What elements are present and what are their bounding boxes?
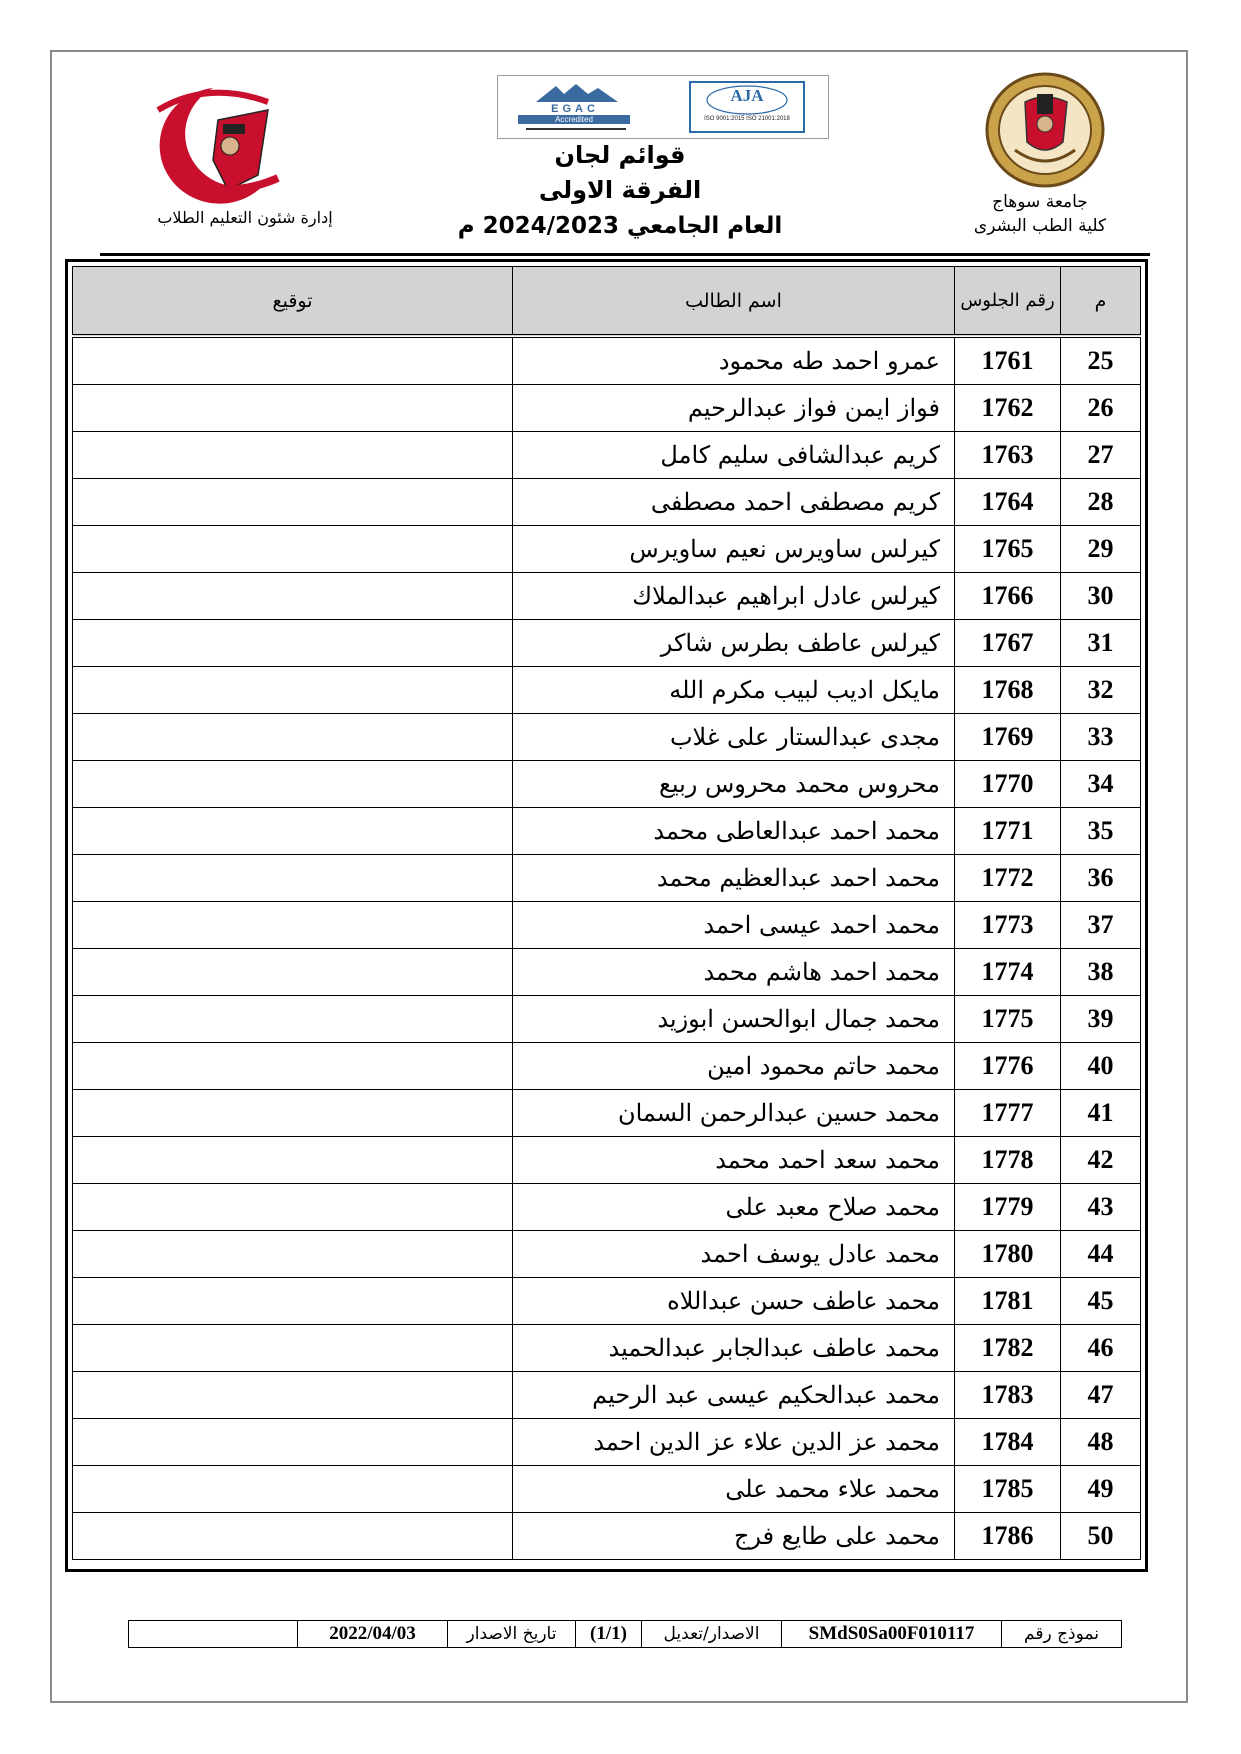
- table-row: [73, 432, 1141, 479]
- signature-cell[interactable]: [73, 1466, 513, 1513]
- aja-label: AJA: [730, 86, 764, 105]
- table-row: [73, 1513, 1141, 1560]
- seat-number: 1782: [955, 1325, 1061, 1372]
- certification-logos: [497, 75, 829, 139]
- col-header-student-name: اسم الطالب: [513, 267, 955, 337]
- table-row: [73, 1137, 1141, 1184]
- table-row: [73, 949, 1141, 996]
- faculty-of-medicine-logo: [118, 80, 313, 205]
- student-name: محروس محمد محروس ربيع: [513, 761, 955, 808]
- student-name: فواز ايمن فواز عبدالرحيم: [513, 385, 955, 432]
- issue-date-label: تاريخ الاصدار: [447, 1621, 575, 1647]
- row-index: 33: [1061, 714, 1141, 761]
- table-row: [73, 526, 1141, 573]
- table-row: [73, 667, 1141, 714]
- signature-cell[interactable]: [73, 385, 513, 432]
- seat-number: 1783: [955, 1372, 1061, 1419]
- seat-number: 1764: [955, 479, 1061, 526]
- form-footer: [128, 1620, 1122, 1648]
- faculty-name: كلية الطب البشرى: [973, 216, 1107, 236]
- row-index: 35: [1061, 808, 1141, 855]
- row-index: 29: [1061, 526, 1141, 573]
- table-row: [73, 1184, 1141, 1231]
- signature-cell[interactable]: [73, 808, 513, 855]
- seat-number: 1777: [955, 1090, 1061, 1137]
- seat-number: 1763: [955, 432, 1061, 479]
- signature-cell[interactable]: [73, 714, 513, 761]
- seat-number: 1778: [955, 1137, 1061, 1184]
- student-name: محمد عز الدين علاء عز الدين احمد: [513, 1419, 955, 1466]
- signature-cell[interactable]: [73, 526, 513, 573]
- row-index: 37: [1061, 902, 1141, 949]
- student-name: محمد احمد عيسى احمد: [513, 902, 955, 949]
- title-level: الفرقة الاولى: [538, 176, 702, 204]
- revision-value: (1/1): [575, 1621, 641, 1647]
- student-name: محمد عبدالحكيم عيسى عبد الرحيم: [513, 1372, 955, 1419]
- seat-number: 1765: [955, 526, 1061, 573]
- seat-number: 1774: [955, 949, 1061, 996]
- signature-cell[interactable]: [73, 1137, 513, 1184]
- form-number-label: نموذج رقم: [1001, 1621, 1121, 1647]
- row-index: 47: [1061, 1372, 1141, 1419]
- student-name: محمد عاطف عبدالجابر عبدالحميد: [513, 1325, 955, 1372]
- signature-cell[interactable]: [73, 573, 513, 620]
- table-row: [73, 1466, 1141, 1513]
- department-name: إدارة شئون التعليم الطلاب: [157, 208, 333, 227]
- table-row: [73, 1278, 1141, 1325]
- row-index: 48: [1061, 1419, 1141, 1466]
- seat-number: 1785: [955, 1466, 1061, 1513]
- table-row: [73, 808, 1141, 855]
- signature-cell[interactable]: [73, 620, 513, 667]
- table-row: [73, 385, 1141, 432]
- row-index: 41: [1061, 1090, 1141, 1137]
- student-name: محمد حاتم محمود امين: [513, 1043, 955, 1090]
- student-name: محمد جمال ابوالحسن ابوزيد: [513, 996, 955, 1043]
- table-row: [73, 1372, 1141, 1419]
- signature-cell[interactable]: [73, 432, 513, 479]
- signature-cell[interactable]: [73, 996, 513, 1043]
- document-title: [450, 138, 790, 244]
- table-row: [73, 855, 1141, 902]
- header-divider: [100, 253, 1150, 256]
- student-name: كريم مصطفى احمد مصطفى: [513, 479, 955, 526]
- row-index: 27: [1061, 432, 1141, 479]
- student-name: مجدى عبدالستار على غلاب: [513, 714, 955, 761]
- table-row: [73, 620, 1141, 667]
- title-academic-year: العام الجامعي 2024/2023 م: [457, 213, 783, 239]
- student-name: محمد صلاح معبد على: [513, 1184, 955, 1231]
- table-row: [73, 1231, 1141, 1278]
- table-row: [73, 573, 1141, 620]
- seat-number: 1768: [955, 667, 1061, 714]
- student-name: محمد على طايع فرج: [513, 1513, 955, 1560]
- table-row: [73, 902, 1141, 949]
- egac-accredited-label: Accredited: [518, 115, 630, 124]
- row-index: 38: [1061, 949, 1141, 996]
- footer-spacer: [129, 1621, 297, 1647]
- row-index: 32: [1061, 667, 1141, 714]
- signature-cell[interactable]: [73, 1231, 513, 1278]
- row-index: 31: [1061, 620, 1141, 667]
- table-row: [73, 996, 1141, 1043]
- seat-number: 1770: [955, 761, 1061, 808]
- signature-cell[interactable]: [73, 1372, 513, 1419]
- table-row: [73, 1419, 1141, 1466]
- signature-cell[interactable]: [73, 1325, 513, 1372]
- row-index: 25: [1061, 336, 1141, 385]
- row-index: 46: [1061, 1325, 1141, 1372]
- sohag-university-logo: [985, 72, 1105, 188]
- row-index: 49: [1061, 1466, 1141, 1513]
- signature-cell[interactable]: [73, 949, 513, 996]
- organization-name: [955, 190, 1125, 238]
- seat-number: 1762: [955, 385, 1061, 432]
- student-name: محمد عاطف حسن عبداللاه: [513, 1278, 955, 1325]
- row-index: 50: [1061, 1513, 1141, 1560]
- table-row: [73, 714, 1141, 761]
- seat-number: 1786: [955, 1513, 1061, 1560]
- student-name: محمد احمد هاشم محمد: [513, 949, 955, 996]
- table-header-row: [73, 267, 1141, 337]
- issue-date-value: 2022/04/03: [297, 1621, 447, 1647]
- seat-number: 1761: [955, 336, 1061, 385]
- committee-table: [65, 259, 1148, 1572]
- table-row: [73, 1043, 1141, 1090]
- row-index: 36: [1061, 855, 1141, 902]
- title-committee-lists: قوائم لجان: [554, 141, 686, 169]
- signature-cell[interactable]: [73, 1278, 513, 1325]
- col-header-seat-number: رقم الجلوس: [955, 267, 1061, 337]
- seat-number: 1780: [955, 1231, 1061, 1278]
- student-name: كيرلس عاطف بطرس شاكر: [513, 620, 955, 667]
- signature-cell[interactable]: [73, 336, 513, 385]
- signature-cell[interactable]: [73, 855, 513, 902]
- signature-cell[interactable]: [73, 1090, 513, 1137]
- col-header-signature: توقيع: [73, 267, 513, 337]
- student-name: كريم عبدالشافى سليم كامل: [513, 432, 955, 479]
- seat-number: 1773: [955, 902, 1061, 949]
- table-row: [73, 1090, 1141, 1137]
- seat-number: 1779: [955, 1184, 1061, 1231]
- signature-cell[interactable]: [73, 667, 513, 714]
- row-index: 45: [1061, 1278, 1141, 1325]
- student-name: عمرو احمد طه محمود: [513, 336, 955, 385]
- row-index: 28: [1061, 479, 1141, 526]
- signature-cell[interactable]: [73, 761, 513, 808]
- university-name: جامعة سوهاج: [992, 192, 1088, 212]
- row-index: 43: [1061, 1184, 1141, 1231]
- row-index: 30: [1061, 573, 1141, 620]
- seat-number: 1784: [955, 1419, 1061, 1466]
- table-row: [73, 1325, 1141, 1372]
- row-index: 42: [1061, 1137, 1141, 1184]
- table-row: [73, 336, 1141, 385]
- row-index: 40: [1061, 1043, 1141, 1090]
- signature-cell[interactable]: [73, 1419, 513, 1466]
- egac-label: EGAC: [551, 103, 599, 115]
- student-name: محمد سعد احمد محمد: [513, 1137, 955, 1184]
- seat-number: 1771: [955, 808, 1061, 855]
- aja-iso-label: ISO 9001:2015 ISO 21001:2018: [704, 116, 790, 122]
- signature-cell[interactable]: [73, 1184, 513, 1231]
- student-name: محمد احمد عبدالعظيم محمد: [513, 855, 955, 902]
- row-index: 39: [1061, 996, 1141, 1043]
- row-index: 26: [1061, 385, 1141, 432]
- seat-number: 1776: [955, 1043, 1061, 1090]
- revision-label: الاصدار/تعديل: [641, 1621, 781, 1647]
- signature-cell[interactable]: [73, 479, 513, 526]
- student-name: محمد احمد عبدالعاطى محمد: [513, 808, 955, 855]
- signature-cell[interactable]: [73, 902, 513, 949]
- seat-number: 1766: [955, 573, 1061, 620]
- student-name: محمد عادل يوسف احمد: [513, 1231, 955, 1278]
- seat-number: 1767: [955, 620, 1061, 667]
- student-name: كيرلس ساويرس نعيم ساويرس: [513, 526, 955, 573]
- seat-number: 1781: [955, 1278, 1061, 1325]
- form-number-value: SMdS0Sa00F010117: [781, 1621, 1001, 1647]
- seat-number: 1769: [955, 714, 1061, 761]
- col-header-index: م: [1061, 267, 1141, 337]
- student-name: محمد حسين عبدالرحمن السمان: [513, 1090, 955, 1137]
- student-name: محمد علاء محمد على: [513, 1466, 955, 1513]
- row-index: 44: [1061, 1231, 1141, 1278]
- student-name: مايكل اديب لبيب مكرم الله: [513, 667, 955, 714]
- signature-cell[interactable]: [73, 1513, 513, 1560]
- student-name: كيرلس عادل ابراهيم عبدالملاك: [513, 573, 955, 620]
- seat-number: 1772: [955, 855, 1061, 902]
- row-index: 34: [1061, 761, 1141, 808]
- signature-cell[interactable]: [73, 1043, 513, 1090]
- seat-number: 1775: [955, 996, 1061, 1043]
- table-row: [73, 479, 1141, 526]
- table-row: [73, 761, 1141, 808]
